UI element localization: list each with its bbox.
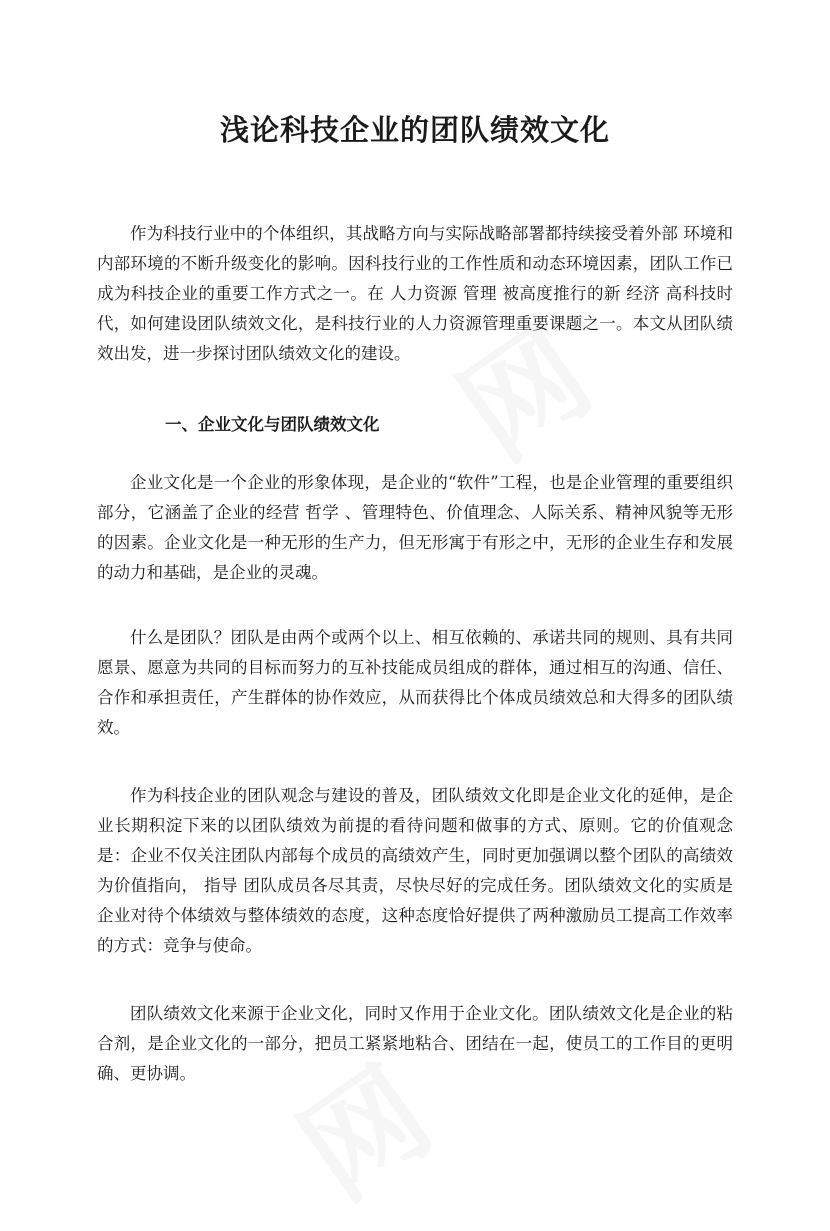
section-heading: 一、企业文化与团队绩效文化 (165, 415, 380, 434)
paragraph-team-performance-culture: 作为科技企业的团队观念与建设的普及，团队绩效文化即是企业文化的延伸，是企业长期积淀下来的以团队绩效为前提的看待问题和做事的方式、原则。它的价值观念是：企业不仅关注团队内部每个成员的高绩效产生，同时更加强调以整个团队的高绩效为价值指向， 指导 团队成员各尽其责，尽快尽好的完成任务。团队绩效文化的实质是企业对待个体绩效与整体绩效的态度，这种态度恰好提供了两种激励员工提高工作效率的方式：竞争与使命。 (97, 786, 733, 955)
document-title: 浅论科技企业的团队绩效文化 (219, 113, 610, 147)
paragraph-culture-source: 团队绩效文化来源于企业文化，同时又作用于企业文化。团队绩效文化是企业的粘合剂，是企业文化的一部分，把员工紧紧地粘合、团结在一起，使员工的工作目的更明确、更协调。 (97, 1004, 733, 1083)
paragraph-intro: 作为科技行业中的个体组织，其战略方向与实际战略部署都持续接受着外部 环境和内部环境的不断升级变化的影响。因科技行业的工作性质和动态环境因素，团队工作已成为科技企业的重要工作方式之一。在 人力资源 管理 被高度推行的新 经济 高科技时代，如何建设团队绩效文化，是科技行业的人力资源管理重要课题之一。本文从团队绩效出发，进一步探讨团队绩效文化的建设。 (97, 224, 733, 363)
paragraph-what-is-team: 什么是团队？团队是由两个或两个以上、相互依赖的、承诺共同的规则、具有共同愿景、愿意为共同的目标而努力的互补技能成员组成的群体，通过相互的沟通、信任、合作和承担责任，产生群体的协作效应，从而获得比个体成员绩效总和大得多的团队绩效。 (97, 628, 733, 737)
paragraph-corporate-culture: 企业文化是一个企业的形象体现，是企业的“软件”工程，也是企业管理的重要组织部分，它涵盖了企业的经营 哲学 、管理特色、价值理念、人际关系、精神风貌等无形的因素。企业文化是一种无形的生产力，但无形寓于有形之中，无形的企业生存和发展的动力和基础，是企业的灵魂。 (97, 473, 733, 582)
